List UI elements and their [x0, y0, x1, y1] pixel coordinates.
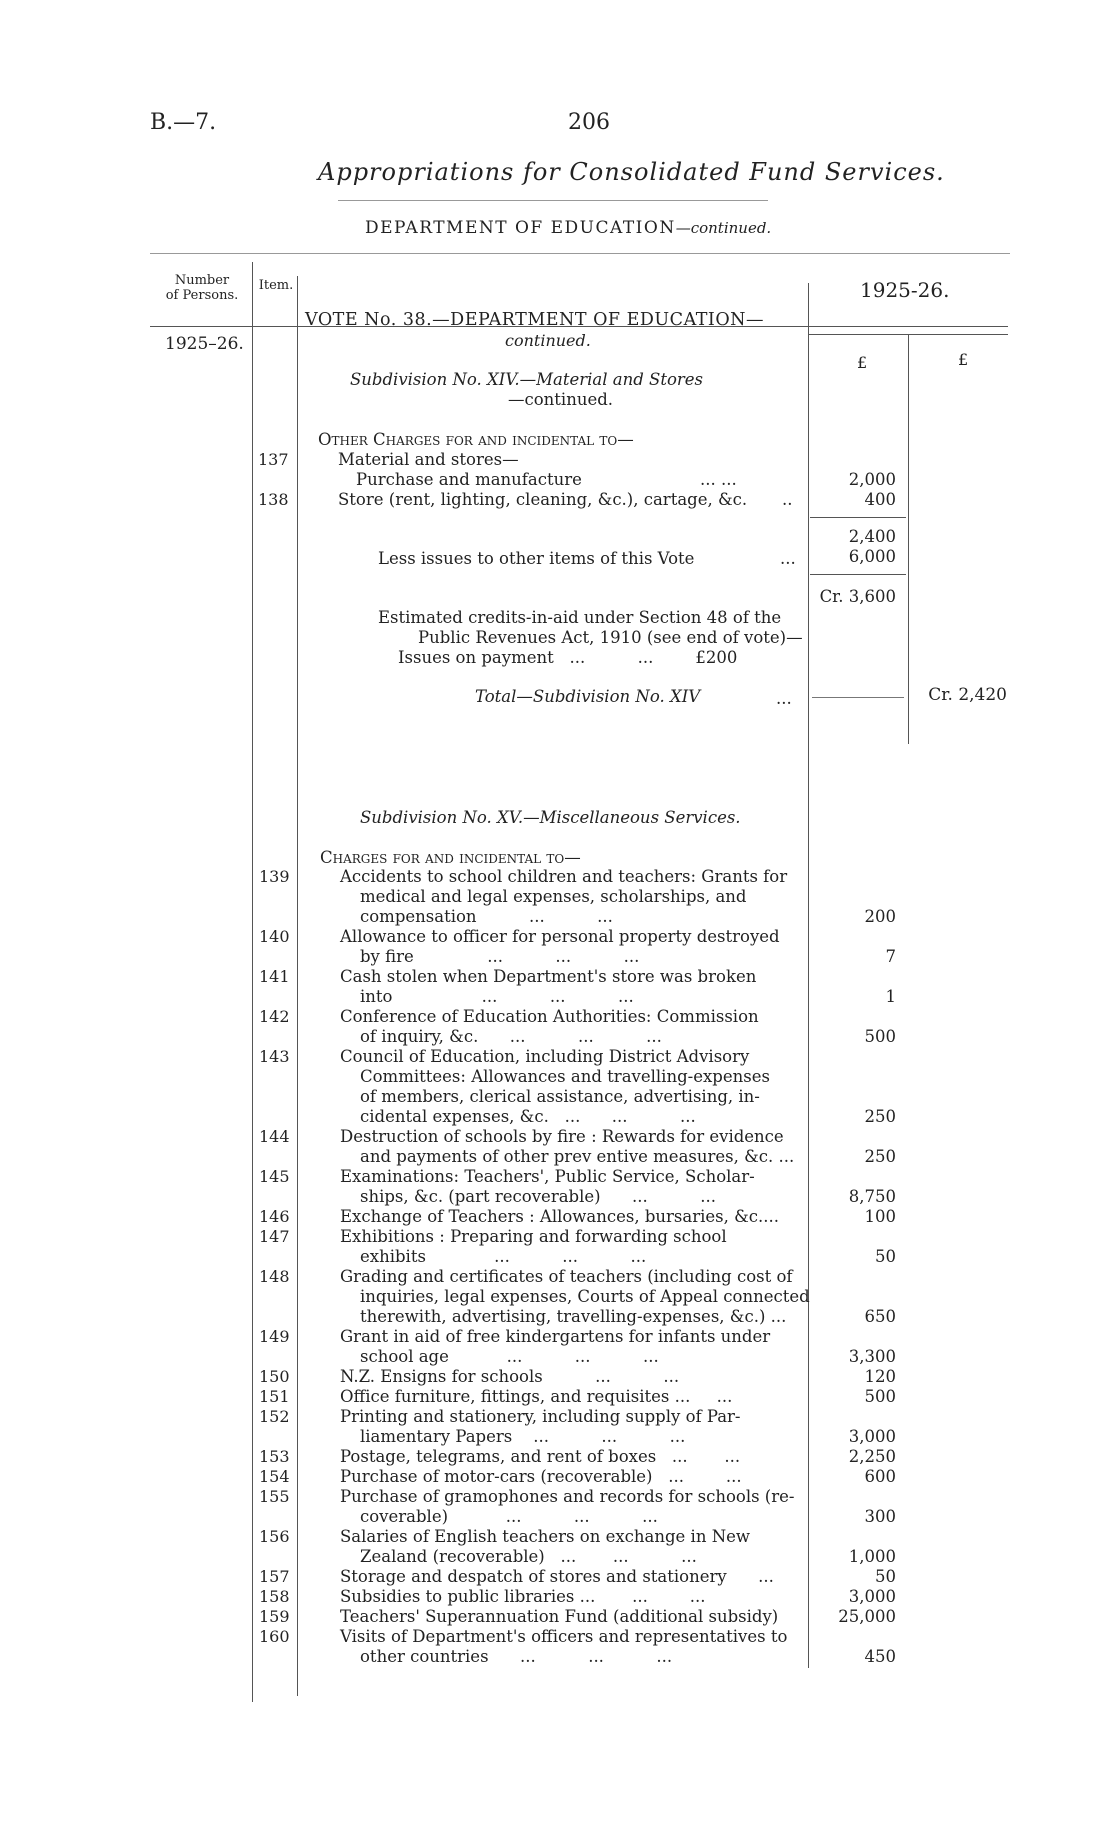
item-leaders: ..: [782, 490, 793, 509]
credits-in-aid-line-1: Estimated credits-in-aid under Section 48 of the: [378, 608, 782, 627]
item-number: 144: [259, 1127, 290, 1146]
item-amount: 2,000: [848, 470, 896, 489]
item-number: 147: [259, 1227, 290, 1246]
item-description-line: Grant in aid of free kindergartens for infants under: [340, 1327, 771, 1346]
item-description-line: and payments of other prev entive measures, &c. ...: [360, 1147, 795, 1166]
item-description-line: compensation ... ...: [360, 907, 613, 926]
item-description-line: Zealand (recoverable) ... ... ...: [360, 1547, 697, 1566]
item-amount: 450: [864, 1647, 896, 1666]
item-number: 159: [259, 1607, 290, 1626]
item-number: 154: [259, 1467, 290, 1486]
sub15-charges-heading: Charges for and incidental to—: [320, 848, 581, 867]
item-description-line: Committees: Allowances and travelling-expenses: [360, 1067, 770, 1086]
item-description-line: inquiries, legal expenses, Courts of Appeal connected: [360, 1287, 810, 1306]
page-number: 206: [568, 110, 610, 135]
item-description-line: Examinations: Teachers', Public Service, Scholar-: [340, 1167, 755, 1186]
item-description-line: other countries ... ... ...: [360, 1647, 673, 1666]
credits-in-aid-line-2: Public Revenues Act, 1910 (see end of vote)—: [418, 628, 803, 647]
item-description-line: Postage, telegrams, and rent of boxes ... ...: [340, 1447, 741, 1466]
sub14-total-label: Total—Subdivision No. XIV: [475, 687, 701, 706]
year-column-header: 1925-26.: [860, 278, 950, 302]
department-title: DEPARTMENT OF EDUCATION—continued.: [365, 218, 772, 238]
sub14-heading: Subdivision No. XIV.—Material and Stores: [350, 370, 704, 389]
item-description-line: of inquiry, &c. ... ... ...: [360, 1027, 662, 1046]
item-number: 152: [259, 1407, 290, 1426]
item-amount: 1,000: [848, 1547, 896, 1566]
item-description-line: Storage and despatch of stores and stationery ...: [340, 1567, 774, 1586]
item-number: 149: [259, 1327, 290, 1346]
currency-symbol-1: £: [857, 353, 868, 372]
item-description-line: Allowance to officer for personal property destroyed: [340, 927, 780, 946]
item-amount: 8,750: [848, 1187, 896, 1206]
item-number: 151: [259, 1387, 290, 1406]
item-amount: 250: [864, 1147, 896, 1166]
item-description-line: Cash stolen when Department's store was broken: [340, 967, 757, 986]
item-number: 156: [259, 1527, 290, 1546]
item-number: 157: [259, 1567, 290, 1586]
item-amount: 400: [864, 490, 896, 509]
item-description-line: into ... ... ...: [360, 987, 634, 1006]
sub14-credit-amount: Cr. 3,600: [819, 587, 896, 606]
item-number: 137: [258, 450, 289, 469]
item-description-line: Office furniture, fittings, and requisites ... ...: [340, 1387, 733, 1406]
sub14-total-leaders: ...: [776, 689, 792, 708]
item-description-line: school age ... ... ...: [360, 1347, 659, 1366]
item-description-line: Exchange of Teachers : Allowances, bursaries, &c....: [340, 1207, 780, 1226]
item-number: 143: [259, 1047, 290, 1066]
item-description-line: of members, clerical assistance, advertising, in-: [360, 1087, 760, 1106]
item-description-line: Exhibitions : Preparing and forwarding school: [340, 1227, 727, 1246]
item-description-line: Conference of Education Authorities: Commission: [340, 1007, 759, 1026]
item-amount: 250: [864, 1107, 896, 1126]
item-number: 150: [259, 1367, 290, 1386]
item-leaders: ... ...: [700, 470, 737, 489]
persons-year-label: 1925–26.: [165, 334, 244, 354]
item-number: 148: [259, 1267, 290, 1286]
item-number: 142: [259, 1007, 290, 1026]
item-description: Store (rent, lighting, cleaning, &c.), cartage, &c.: [338, 490, 748, 509]
page-reference: B.—7.: [150, 110, 217, 135]
item-amount: 50: [875, 1567, 896, 1586]
item-amount: 3,000: [848, 1427, 896, 1446]
item-amount: 120: [864, 1367, 896, 1386]
item-description-line: Teachers' Superannuation Fund (additional subsidy): [340, 1607, 779, 1626]
persons-column-header: Number of Persons.: [165, 273, 239, 303]
item-amount: 650: [864, 1307, 896, 1326]
item-description-line: coverable) ... ... ...: [360, 1507, 658, 1526]
sub14-total-amount: Cr. 2,420: [928, 685, 1007, 705]
item-description-line: N.Z. Ensigns for schools ... ...: [340, 1367, 680, 1386]
item-description-line: Council of Education, including District Advisory: [340, 1047, 750, 1066]
item-amount: 300: [864, 1507, 896, 1526]
item-description-line: Visits of Department's officers and representatives to: [340, 1627, 788, 1646]
sub14-subtotal: 2,400: [848, 527, 896, 546]
less-issues-leaders: ...: [780, 549, 796, 568]
item-column-header: Item.: [258, 278, 294, 293]
item-description-line: Destruction of schools by fire : Rewards for evidence: [340, 1127, 784, 1146]
item-amount: 2,250: [848, 1447, 896, 1466]
item-description-line: liamentary Papers ... ... ...: [360, 1427, 686, 1446]
item-amount: 25,000: [838, 1607, 896, 1626]
item-amount: 1: [885, 987, 896, 1006]
item-description-line: Salaries of English teachers on exchange in New: [340, 1527, 751, 1546]
item-description-line: cidental expenses, &c. ... ... ...: [360, 1107, 696, 1126]
item-description-line: ships, &c. (part recoverable) ... ...: [360, 1187, 716, 1206]
item-description-line: Subsidies to public libraries ... ... ...: [340, 1587, 706, 1606]
item-number: 146: [259, 1207, 290, 1226]
item-number: 138: [258, 490, 289, 509]
credits-in-aid-line-3: Issues on payment ... ... £200: [398, 648, 738, 667]
item-amount: 500: [864, 1387, 896, 1406]
sub14-material-heading: Material and stores—: [338, 450, 519, 469]
item-description-line: therewith, advertising, travelling-expenses, &c.) ...: [360, 1307, 787, 1326]
item-description-line: Purchase of motor-cars (recoverable) ... ...: [340, 1467, 742, 1486]
page-title: Appropriations for Consolidated Fund Services.: [318, 158, 945, 186]
item-amount: 200: [864, 907, 896, 926]
item-description-line: Grading and certificates of teachers (including cost of: [340, 1267, 793, 1286]
item-description-line: medical and legal expenses, scholarships, and: [360, 887, 747, 906]
item-amount: 100: [864, 1207, 896, 1226]
sub14-charges-heading: Other Charges for and incidental to—: [318, 430, 634, 449]
item-amount: 7: [885, 947, 896, 966]
item-number: 139: [259, 867, 290, 886]
item-amount: 600: [864, 1467, 896, 1486]
vote-title: VOTE No. 38.—DEPARTMENT OF EDUCATION—: [305, 310, 764, 330]
item-number: 145: [259, 1167, 290, 1186]
item-amount: 50: [875, 1247, 896, 1266]
item-description-line: Accidents to school children and teachers: Grants for: [340, 867, 788, 886]
sub15-heading: Subdivision No. XV.—Miscellaneous Services.: [360, 808, 741, 827]
less-issues-label: Less issues to other items of this Vote: [378, 549, 695, 568]
item-description: Purchase and manufacture: [356, 470, 582, 489]
item-number: 160: [259, 1627, 290, 1646]
item-description-line: Purchase of gramophones and records for schools (re-: [340, 1487, 795, 1506]
item-description-line: by fire ... ... ...: [360, 947, 640, 966]
item-amount: 3,000: [848, 1587, 896, 1606]
item-description-line: Printing and stationery, including supply of Par-: [340, 1407, 741, 1426]
less-issues-amount: 6,000: [848, 547, 896, 566]
currency-symbol-2: £: [958, 350, 969, 369]
vote-title-continued: continued.: [505, 331, 591, 350]
item-number: 153: [259, 1447, 290, 1466]
item-description-line: exhibits ... ... ...: [360, 1247, 647, 1266]
sub14-heading-continued: —continued.: [508, 390, 614, 409]
item-number: 141: [259, 967, 290, 986]
item-number: 140: [259, 927, 290, 946]
item-number: 158: [259, 1587, 290, 1606]
item-amount: 500: [864, 1027, 896, 1046]
item-amount: 3,300: [848, 1347, 896, 1366]
item-number: 155: [259, 1487, 290, 1506]
